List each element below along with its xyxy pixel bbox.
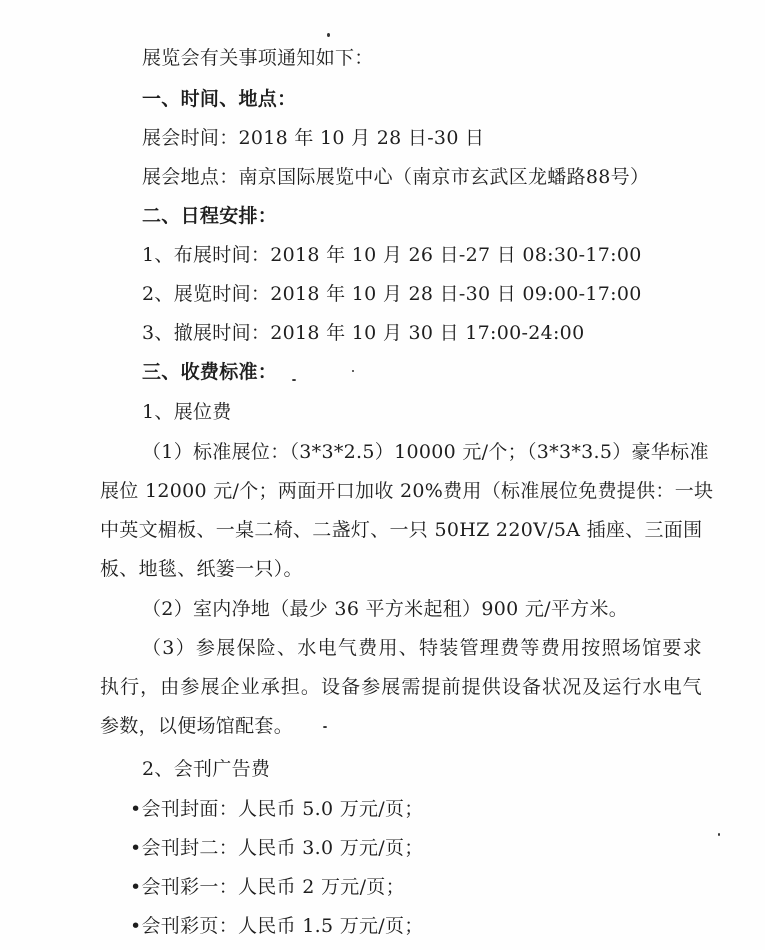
- section-heading-schedule: 二、日程安排：: [142, 205, 278, 227]
- booth-fee-para1-line: 板、地毯、纸篓一只）。: [100, 558, 303, 580]
- schedule-item: 2、展览时间：2018 年 10 月 28 日-30 日 09:00-17:00: [142, 283, 642, 305]
- ad-fee-item: •会刊封二：人民币 3.0 万元/页；: [130, 837, 424, 859]
- scan-speck: [323, 726, 327, 728]
- exhibition-place: 展会地点：南京国际展览中心（南京市玄武区龙蟠路88号）: [142, 166, 650, 188]
- exhibition-time: 展会时间：2018 年 10 月 28 日-30 日: [142, 127, 485, 149]
- ad-fee-item: •会刊彩一：人民币 2 万元/页；: [130, 876, 405, 898]
- schedule-item: 3、撤展时间：2018 年 10 月 30 日 17:00-24:00: [142, 322, 585, 344]
- booth-fee-para1-line: 展位 12000 元/个；两面开口加收 20%费用（标准展位免费提供：一块: [100, 480, 714, 502]
- ad-fee-title: 2、会刊广告费: [142, 758, 271, 780]
- ad-fee-item: •会刊封面：人民币 5.0 万元/页；: [130, 798, 424, 820]
- booth-fee-para3-line: （3）参展保险、水电气费用、特装管理费等费用按照场馆要求: [142, 637, 702, 659]
- booth-fee-para3-line: 参数，以便场馆配套。: [100, 715, 294, 737]
- scan-speck: [718, 833, 720, 836]
- scan-speck: [292, 379, 296, 381]
- booth-fee-para3-line: 执行，由参展企业承担。设备参展需提前提供设备状况及运行水电气: [100, 676, 702, 698]
- booth-fee-para1-line: 中英文楣板、一桌二椅、二盏灯、一只 50HZ 220V/5A 插座、三面围: [100, 519, 703, 541]
- section-heading-fees: 三、收费标准：: [142, 361, 278, 383]
- section-heading-time-place: 一、时间、地点：: [142, 88, 297, 110]
- booth-fee-para1-line: （1）标准展位：（3*3*2.5）10000 元/个；（3*3*3.5）豪华标准: [142, 441, 709, 463]
- schedule-item: 1、布展时间：2018 年 10 月 26 日-27 日 08:30-17:00: [142, 244, 642, 266]
- ad-fee-item: •会刊彩页：人民币 1.5 万元/页；: [130, 915, 424, 937]
- booth-fee-para2: （2）室内净地（最少 36 平方米起租）900 元/平方米。: [142, 598, 629, 620]
- scan-speck: [352, 370, 354, 372]
- intro-line: 展览会有关事项通知如下：: [142, 47, 374, 69]
- scan-speck: [327, 33, 330, 37]
- booth-fee-title: 1、展位费: [142, 401, 232, 423]
